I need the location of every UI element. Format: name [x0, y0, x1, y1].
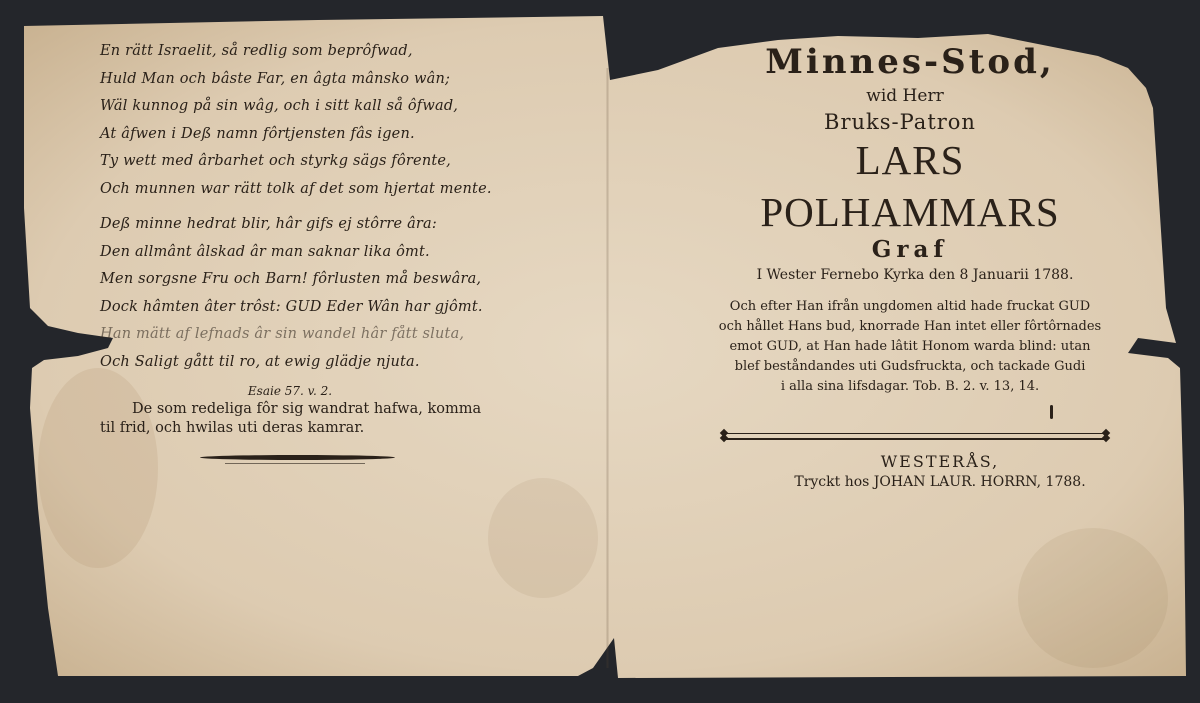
scripture-line: til frid, och hwilas uti deras kamrar.	[100, 420, 365, 436]
verse-line: En rätt Israelit, så redlig som beprôfwad,	[100, 43, 413, 59]
body-line: emot GUD, at Han hade lâtit Honom warda blind: utan	[729, 339, 1091, 354]
separator-rule	[725, 433, 1105, 434]
date-line: I Wester Fernebo Kyrka den 8 Januarii 1788.	[756, 267, 1074, 283]
verse-line: Wäl kunnog på sin wâg, och i sitt kall så ôfwad,	[100, 98, 459, 114]
honoree-name: LARS POLHAMMARS	[760, 137, 1060, 235]
body-paragraph	[690, 297, 1110, 397]
verse-line: Dock hâmten âter trôst: GUD Eder Wân har gjômt.	[100, 298, 483, 315]
verse-line: Men sorgsne Fru och Barn! fôrlusten må beswâra,	[100, 271, 482, 287]
scripture-quote	[100, 400, 490, 438]
stanza-gap	[100, 203, 500, 211]
ink-mark	[1050, 405, 1053, 419]
center-fold	[606, 68, 609, 668]
verse-line: At âfwen i Deß namn fôrtjensten fâs igen.	[100, 125, 415, 142]
ornamental-rule	[200, 455, 395, 460]
scripture-line: De som redeliga fôr sig wandrat hafwa, komma	[132, 401, 482, 417]
left-page-poem	[100, 38, 500, 438]
verse-line: Den allmânt âlskad âr man saknar lika ômt.	[100, 243, 430, 260]
verse-line: Deß minne hedrat blir, hâr gifs ej stôrre âra:	[100, 216, 437, 232]
separator-rule	[725, 438, 1105, 440]
document-title: Minnes-Stod,	[765, 42, 1055, 82]
body-line: Och efter Han ifrån ungdomen altid hade fruckat GUD	[729, 299, 1091, 314]
verse-line: Och munnen war rätt tolk af det som hjertat mente.	[100, 180, 492, 197]
verse-line: Huld Man och bâste Far, en âgta mânsko wân;	[100, 70, 451, 87]
subtitle-bruks-patron: Bruks-Patron	[824, 110, 976, 134]
printer-line: Tryckt hos JOHAN LAUR. HORRN, 1788.	[794, 474, 1086, 490]
body-line: blef beståndandes uti Gudsfruckta, och tackade Gudi	[734, 359, 1086, 374]
verse-line: Ty wett med ârbarhet och styrkg sägs fôrente,	[100, 153, 451, 169]
subtitle-wid-herr: wid Herr	[866, 86, 944, 106]
print-place: WESTERÅS,	[880, 452, 1000, 471]
verse-line: Och Saligt gått til ro, at ewig glädje njuta.	[100, 353, 420, 370]
ornamental-rule-thin	[225, 463, 365, 464]
scripture-reference: Esaie 57. v. 2.	[247, 384, 333, 398]
body-line: och hållet Hans bud, knorrade Han intet eller fôrtôrnades	[718, 319, 1102, 334]
right-page-title	[690, 40, 1110, 397]
verse-line: Han mätt af lefnads âr sin wandel hâr fått sluta,	[100, 326, 465, 342]
body-line: i alla sina lifsdagar. Tob. B. 2. v. 13, 14.	[780, 379, 1040, 394]
subtitle-graf: Graf	[871, 236, 949, 263]
